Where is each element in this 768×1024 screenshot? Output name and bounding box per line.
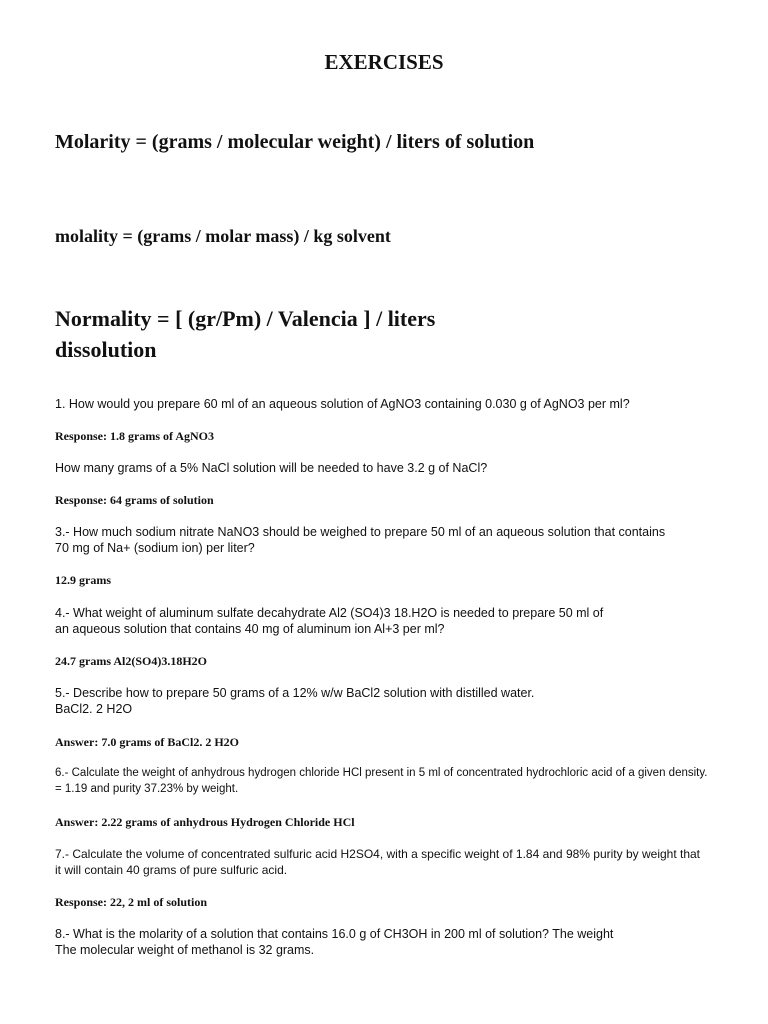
exercise-4-question — [55, 605, 603, 637]
exercise-7-question — [55, 846, 700, 878]
exercise-6-question-line: = 1.19 and purity 37.23% by weight. — [55, 783, 239, 795]
normality-formula — [55, 303, 495, 365]
exercise-2-question-line: How many grams of a 5% NaCl solution will be needed to have 3.2 g of NaCl? — [55, 461, 488, 475]
exercise-8-question-line: 8.- What is the molarity of a solution that contains 16.0 g of CH3OH in 200 ml of solution? The weight — [55, 927, 614, 941]
exercise-3-question — [55, 524, 665, 556]
exercise-5-question-line: 5.- Describe how to prepare 50 grams of a 12% w/w BaCl2 solution with distilled water. — [55, 686, 535, 700]
exercise-7-answer: Response: 22, 2 ml of solution — [55, 895, 208, 909]
exercise-8-question — [55, 926, 613, 958]
exercise-3-question-line: 70 mg of Na+ (sodium ion) per liter? — [55, 541, 255, 555]
exercise-6-question-line: 6.- Calculate the weight of anhydrous hydrogen chloride HCl present in 5 ml of concentrated hydrochloric acid of a given density. — [55, 767, 708, 779]
normality-formula-line-2: dissolution — [55, 337, 157, 362]
exercise-2-question — [55, 460, 487, 476]
exercise-6-question — [55, 765, 707, 797]
exercise-5-question-line: BaCl2. 2 H2O — [55, 702, 133, 716]
exercise-1-answer: Response: 1.8 grams of AgNO3 — [55, 429, 214, 443]
page-title: EXERCISES — [324, 50, 444, 74]
exercise-4-question-line: an aqueous solution that contains 40 mg of aluminum ion Al+3 per ml? — [55, 622, 445, 636]
exercise-5-question — [55, 685, 534, 717]
exercise-3-question-line: 3.- How much sodium nitrate NaNO3 should be weighed to prepare 50 ml of an aqueous solution that contains — [55, 525, 666, 539]
exercise-5-answer: Answer: 7.0 grams of BaCl2. 2 H2O — [55, 735, 239, 749]
molarity-formula: Molarity = (grams / molecular weight) / liters of solution — [55, 131, 535, 153]
exercise-8-question-line: The molecular weight of methanol is 32 grams. — [55, 943, 315, 957]
exercise-3-answer: 12.9 grams — [55, 573, 111, 587]
molality-formula: molality = (grams / molar mass) / kg solvent — [55, 226, 391, 246]
exercise-6-answer: Answer: 2.22 grams of anhydrous Hydrogen Chloride HCl — [55, 815, 355, 829]
exercise-7-question-line: it will contain 40 grams of pure sulfuric acid. — [55, 863, 288, 877]
exercise-4-answer: 24.7 grams Al2(SO4)3.18H2O — [55, 654, 207, 668]
exercise-1-question-line: 1. How would you prepare 60 ml of an aqueous solution of AgNO3 containing 0.030 g of AgNO3 per ml? — [55, 397, 630, 411]
normality-formula-line-1: Normality = [ (gr/Pm) / Valencia ] / liters — [55, 306, 436, 331]
exercise-7-question-line: 7.- Calculate the volume of concentrated sulfuric acid H2SO4, with a specific weight of 1.84 and 98% purity by weight that — [55, 847, 701, 861]
exercise-2-answer: Response: 64 grams of solution — [55, 493, 214, 507]
exercise-4-question-line: 4.- What weight of aluminum sulfate decahydrate Al2 (SO4)3 18.H2O is needed to prepare 50 ml of — [55, 606, 604, 620]
exercise-1-question — [55, 396, 630, 412]
